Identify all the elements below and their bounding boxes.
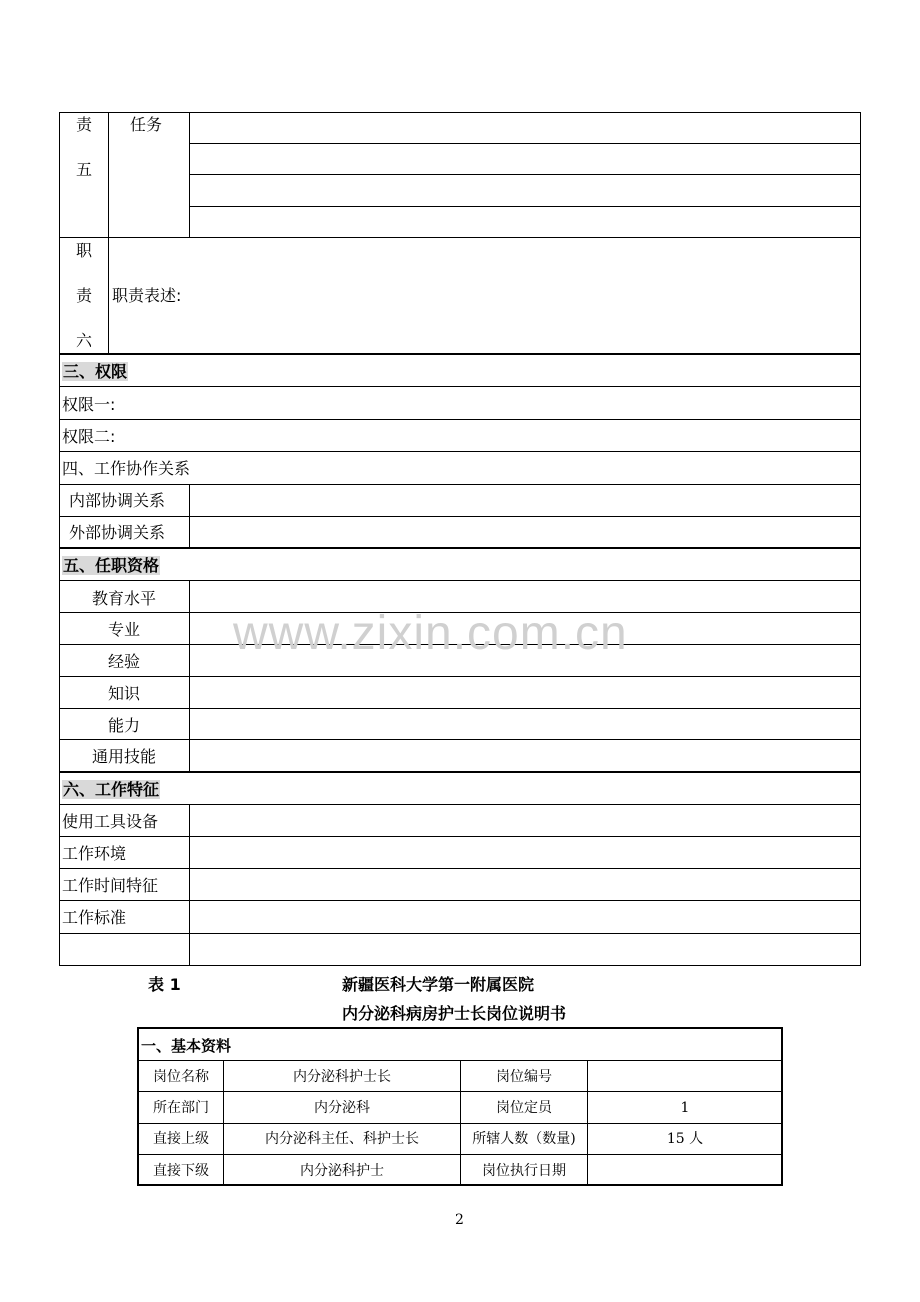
feature-item: 工作环境 bbox=[62, 844, 127, 863]
table-cell: 1 bbox=[680, 1100, 690, 1116]
duty6-statement-label: 职责表述: bbox=[112, 286, 182, 305]
table-cell: 所在部门 bbox=[153, 1100, 209, 1116]
authority-section-title: 三、权限 bbox=[63, 362, 128, 381]
qual-item: 能力 bbox=[107, 716, 140, 735]
table-cell: 直接上级 bbox=[153, 1131, 209, 1147]
qual-item: 知识 bbox=[107, 684, 140, 703]
collab-section-title: 四、工作协作关系 bbox=[62, 459, 191, 478]
watermark: www.zixin.com.cn bbox=[233, 607, 628, 660]
table-cell: 岗位编号 bbox=[496, 1069, 552, 1085]
duty5-side-char-1: 责 bbox=[76, 115, 93, 134]
document-title: 内分泌科病房护士长岗位说明书 bbox=[342, 1004, 567, 1023]
table-cell: 内分泌科 bbox=[314, 1100, 370, 1116]
table-cell: 内分泌科主任、科护士长 bbox=[265, 1131, 419, 1147]
qual-section-title: 五、任职资格 bbox=[63, 556, 160, 575]
authority-2-label: 权限二: bbox=[62, 427, 116, 446]
table-label: 表 1 bbox=[148, 975, 181, 994]
duty6-side-char-3: 六 bbox=[76, 331, 93, 350]
duty6-side-char-2: 责 bbox=[76, 286, 93, 305]
qual-item: 专业 bbox=[107, 620, 140, 639]
table-cell: 15 人 bbox=[666, 1131, 704, 1147]
duty5-task-label: 任务 bbox=[130, 115, 163, 134]
table-cell: 所辖人数（数量) bbox=[472, 1131, 576, 1147]
feature-item: 工作时间特征 bbox=[62, 876, 159, 895]
internal-collab-label: 内部协调关系 bbox=[69, 491, 166, 510]
qual-item: 通用技能 bbox=[91, 747, 156, 766]
duty5-side-char-2: 五 bbox=[76, 160, 93, 179]
feature-item: 工作标准 bbox=[62, 908, 127, 927]
hospital-name: 新疆医科大学第一附属医院 bbox=[342, 975, 535, 994]
duty6-side-char-1: 职 bbox=[76, 241, 93, 260]
table-cell: 岗位定员 bbox=[496, 1100, 552, 1116]
qual-item: 教育水平 bbox=[91, 589, 156, 608]
feature-item: 使用工具设备 bbox=[62, 812, 159, 831]
table-cell: 内分泌科护士 bbox=[300, 1163, 384, 1179]
table-cell: 岗位名称 bbox=[153, 1069, 209, 1085]
authority-1-label: 权限一: bbox=[62, 395, 116, 414]
external-collab-label: 外部协调关系 bbox=[69, 523, 166, 542]
table-cell: 直接下级 bbox=[153, 1163, 209, 1179]
table-cell: 岗位执行日期 bbox=[482, 1163, 566, 1179]
basic-info-section-title: 一、基本资料 bbox=[141, 1037, 232, 1055]
table-cell: 内分泌科护士长 bbox=[293, 1069, 391, 1085]
page-number: 2 bbox=[455, 1212, 464, 1228]
feature-section-title: 六、工作特征 bbox=[63, 780, 160, 799]
qual-item: 经验 bbox=[107, 652, 140, 671]
